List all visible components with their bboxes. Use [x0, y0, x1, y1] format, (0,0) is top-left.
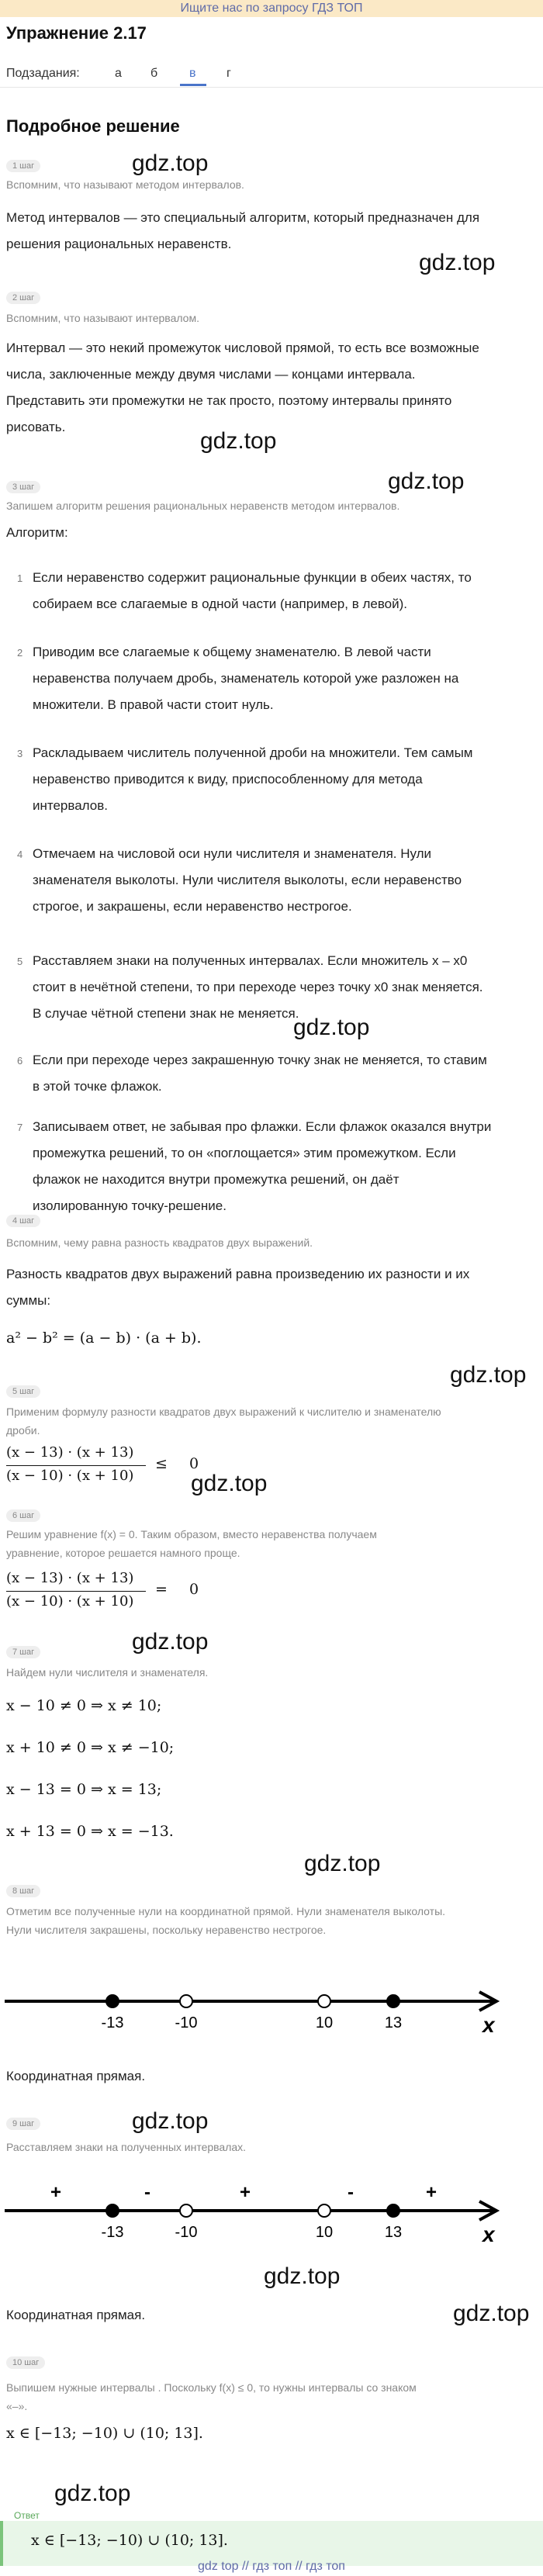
section-title: Подробное решение	[6, 116, 180, 136]
list-item-text: Отмечаем на числовой оси нули числителя и знаменателя. Нули	[33, 846, 432, 861]
list-number: 2	[17, 647, 23, 659]
fraction-numerator: (x − 13) · (x + 13)	[6, 1570, 134, 1586]
fraction-bar	[6, 1591, 146, 1592]
interval-sign: -	[348, 2182, 354, 2203]
formula: a² − b² = (a − b) · (a + b).	[6, 1329, 202, 1347]
list-item-text: неравенства получаем дробь, знаменатель которой уже разложен на	[33, 671, 459, 686]
number-line-1	[0, 1970, 543, 2048]
tab-g[interactable]: г	[227, 67, 231, 80]
filled-point	[106, 2204, 119, 2217]
list-item-text: в этой точке флажок.	[33, 1079, 162, 1094]
answer-text: x ∈ [−13; −10) ∪ (10; 13].	[31, 2532, 228, 2549]
subtasks-label: Подзадания:	[6, 67, 80, 80]
watermark: gdz.top	[264, 2263, 341, 2289]
list-item-text: Записываем ответ, не забывая про флажки. Если флажок оказался внутри	[33, 1119, 492, 1134]
step-note: Нули числителя закрашены, поскольку неравенство нестрогое.	[6, 1924, 327, 1936]
list-number: 5	[17, 956, 23, 967]
list-item-text: множители. В правой части стоит нуль.	[33, 697, 274, 712]
list-item-text: неравенство приводится к виду, приспособленному для метода	[33, 772, 423, 787]
fraction-denominator: (x − 10) · (x + 10)	[6, 1593, 134, 1610]
result-interval: x ∈ [−13; −10) ∪ (10; 13].	[6, 2425, 203, 2442]
step-note: Решим уравнение f(x) = 0. Таким образом, вместо неравенства получаем	[6, 1528, 377, 1540]
list-item-text: Приводим все слагаемые к общему знаменателю. В левой части	[33, 645, 431, 659]
watermark: gdz.top	[450, 1362, 527, 1388]
step-note: уравнение, которое решается намного проще.	[6, 1547, 240, 1559]
point-label: -10	[175, 2014, 198, 2031]
step-note: Выпишем нужные интервалы . Поскольку f(x) ≤ 0, то нужны интервалы со знаком	[6, 2381, 417, 2394]
filled-point	[106, 1995, 119, 2007]
step-note: Отметим все полученные нули на координатной прямой. Нули знаменателя выколоты.	[6, 1905, 446, 1917]
step-text: рисовать.	[6, 420, 66, 434]
interval-sign: +	[425, 2182, 438, 2203]
list-item-text: строгое, и закрашены, если неравенство нестрогое.	[33, 899, 352, 914]
step-text: Разность квадратов двух выражений равна произведению их разности и их	[6, 1267, 470, 1281]
list-item-text: стоит в нечётной степени, то при переходе через точку x0 знак меняется.	[33, 980, 483, 994]
list-item-text: Расставляем знаки на полученных интервалах. Если множитель x – x0	[33, 953, 468, 968]
active-tab-indicator	[180, 84, 206, 86]
step-text: суммы:	[6, 1293, 51, 1308]
point-label: -13	[101, 2014, 124, 2031]
list-number: 7	[17, 1122, 23, 1133]
watermark: gdz.top	[453, 2301, 530, 2326]
interval-sign: -	[144, 2182, 150, 2203]
step-text: Алгоритм:	[6, 525, 68, 540]
interval-sign: +	[50, 2182, 62, 2203]
tab-a[interactable]: а	[115, 67, 122, 80]
list-item-text: Если при переходе через закрашенную точку знак не меняется, то ставим	[33, 1053, 487, 1067]
point-label: 13	[384, 2224, 403, 2241]
watermark: gdz.top	[304, 1851, 381, 1876]
step-text: числа, заключенные между двумя числами — концами интервала.	[6, 367, 416, 382]
equation: x + 10 ≠ 0 ⇒ x ≠ −10;	[6, 1739, 175, 1756]
open-point	[180, 2204, 192, 2217]
list-item-text: промежутка решений, то он «поглощается» этим промежутком. Если	[33, 1146, 456, 1160]
point-label: 10	[315, 2014, 334, 2031]
list-item-text: знаменателя выколоты. Нули числителя выколоты, если неравенство	[33, 873, 462, 887]
watermark: gdz.top	[200, 428, 277, 454]
fraction-denominator: (x − 10) · (x + 10)	[6, 1468, 134, 1484]
step-note: Найдем нули числителя и знаменателя.	[6, 1666, 209, 1679]
step-badge: 5 шаг	[6, 1385, 40, 1398]
equation: x − 10 ≠ 0 ⇒ x ≠ 10;	[6, 1697, 162, 1714]
interval-sign: +	[239, 2182, 251, 2203]
list-item-text: флажок не находится внутри промежутка решений, он даёт	[33, 1172, 399, 1187]
figure-caption: Координатная прямая.	[6, 2069, 146, 2083]
axis-label: x	[482, 2222, 495, 2246]
open-point	[180, 1995, 192, 2007]
fraction-numerator: (x − 13) · (x + 13)	[6, 1444, 134, 1461]
equation: x − 13 = 0 ⇒ x = 13;	[6, 1781, 162, 1798]
axis-label: x	[482, 2013, 495, 2037]
list-number: 4	[17, 849, 23, 860]
step-note: «–».	[6, 2400, 28, 2412]
list-number: 3	[17, 748, 23, 759]
list-number: 1	[17, 572, 23, 584]
figure-caption: Координатная прямая.	[6, 2308, 146, 2322]
point-label: 13	[384, 2014, 403, 2031]
page-title: Упражнение 2.17	[6, 23, 147, 43]
open-point	[318, 1995, 330, 2007]
step-note: Вспомним, что называют интервалом.	[6, 312, 199, 324]
watermark: gdz.top	[293, 1015, 370, 1040]
open-point	[318, 2204, 330, 2217]
step-badge: 4 шаг	[6, 1215, 40, 1227]
watermark: gdz.top	[132, 2108, 209, 2134]
rhs-value: 0	[189, 1455, 199, 1472]
watermark: gdz.top	[132, 1629, 209, 1655]
filled-point	[387, 1995, 399, 2007]
list-item-text: В случае чётной степени знак не меняется.	[33, 1006, 299, 1021]
fraction-bar	[6, 1465, 146, 1466]
rhs-value: 0	[189, 1581, 199, 1598]
filled-point	[387, 2204, 399, 2217]
step-badge: 3 шаг	[6, 481, 40, 493]
step-note: дроби.	[6, 1424, 40, 1437]
top-banner[interactable]: Ищите нас по запросу ГДЗ ТОП	[0, 0, 543, 17]
tab-b[interactable]: б	[150, 67, 158, 80]
step-badge: 6 шаг	[6, 1509, 40, 1522]
watermark: gdz.top	[132, 150, 209, 176]
list-item-text: изолированную точку-решение.	[33, 1198, 227, 1213]
watermark: gdz.top	[388, 469, 465, 494]
step-badge: 9 шаг	[6, 2118, 40, 2130]
step-note: Вспомним, что называют методом интервалов.	[6, 178, 244, 191]
point-label: -13	[101, 2224, 124, 2241]
list-item-text: интервалов.	[33, 798, 109, 813]
step-badge: 2 шаг	[6, 292, 40, 304]
list-item-text: собираем все слагаемые в одной части (например, в левой).	[33, 596, 408, 611]
step-text: Интервал — это некий промежуток числовой прямой, то есть все возможные	[6, 341, 479, 355]
footer-links[interactable]: gdz top // гдз топ // гдз топ	[198, 2560, 345, 2573]
list-item-text: Раскладываем числитель полученной дроби на множители. Тем самым	[33, 745, 473, 760]
equation: x + 13 = 0 ⇒ x = −13.	[6, 1823, 174, 1840]
number-line-2	[0, 2180, 543, 2257]
step-badge: 8 шаг	[6, 1885, 40, 1897]
step-text: решения рациональных неравенств.	[6, 237, 232, 251]
relation-sign: ≤	[155, 1455, 168, 1472]
watermark: gdz.top	[54, 2481, 131, 2506]
step-note: Расставляем знаки на полученных интервалах.	[6, 2141, 247, 2153]
tab-v[interactable]: в	[189, 67, 196, 80]
step-note: Запишем алгоритм решения рациональных неравенств методом интервалов.	[6, 500, 400, 512]
point-label: -10	[175, 2224, 198, 2241]
step-text: Метод интервалов — это специальный алгоритм, который предназначен для	[6, 210, 480, 225]
point-label: 10	[315, 2224, 334, 2241]
step-note: Вспомним, чему равна разность квадратов двух выражений.	[6, 1236, 313, 1249]
step-badge: 1 шаг	[6, 160, 40, 172]
relation-sign: =	[155, 1581, 168, 1598]
watermark: gdz.top	[191, 1471, 268, 1496]
answer-label: Ответ	[14, 2510, 40, 2521]
divider	[0, 87, 543, 88]
list-item-text: Если неравенство содержит рациональные функции в обеих частях, то	[33, 570, 472, 585]
step-note: Применим формулу разности квадратов двух выражений к числителю и знаменателю	[6, 1406, 441, 1418]
list-number: 6	[17, 1055, 23, 1067]
step-badge: 7 шаг	[6, 1646, 40, 1658]
step-badge: 10 шаг	[6, 2356, 45, 2369]
watermark: gdz.top	[419, 250, 496, 275]
step-text: Представить эти промежутки не так просто, поэтому интервалы принято	[6, 393, 452, 408]
